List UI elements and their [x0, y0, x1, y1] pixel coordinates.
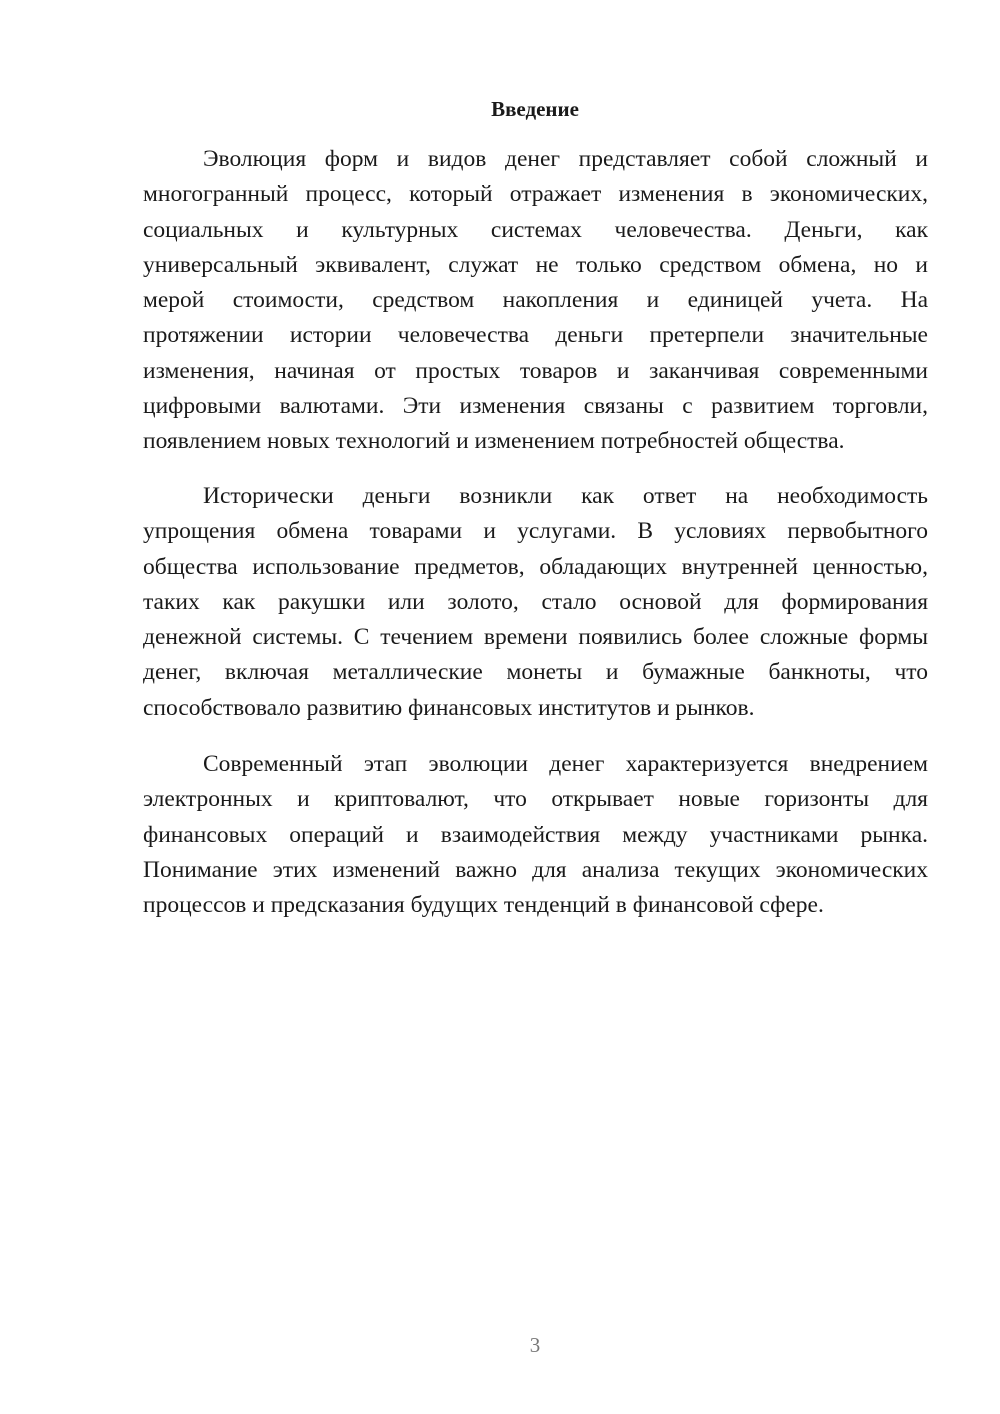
text-line: Современный этап эволюции денег характеризуется внедрением: [203, 751, 928, 777]
text-line: универсальный эквивалент, служат не только средством обмена, но и: [143, 251, 928, 278]
text-line: Понимание этих изменений важно для анализа текущих экономических: [143, 856, 928, 883]
text-line: изменения, начиная от простых товаров и заканчивая современными: [143, 357, 928, 384]
text-line: Исторически деньги возникли как ответ на необходимость: [203, 483, 928, 509]
text-line: способствовало развитию финансовых институтов и рынков.: [143, 694, 755, 721]
text-line: процессов и предсказания будущих тенденций в финансовой сфере.: [143, 892, 824, 919]
paragraph-3: [143, 747, 928, 923]
text-line: денежной системы. С течением времени появились более сложные формы: [143, 624, 928, 651]
page-number: 3: [529, 1333, 541, 1357]
text-line: многогранный процесс, который отражает изменения в экономических,: [143, 181, 928, 208]
text-line: Эволюция форм и видов денег представляет собой сложный и: [203, 146, 928, 172]
text-line: финансовых операций и взаимодействия между участниками рынка.: [143, 821, 928, 848]
paragraph-2: [143, 479, 928, 726]
text-line: мерой стоимости, средством накопления и единицей учета. На: [143, 287, 928, 314]
text-line: таких как ракушки или золото, стало основой для формирования: [143, 588, 928, 615]
text-line: появлением новых технологий и изменением потребностей общества.: [143, 428, 845, 455]
text-line: упрощения обмена товарами и услугами. В условиях первобытного: [143, 518, 928, 545]
text-line: денег, включая металлические монеты и бумажные банкноты, что: [143, 659, 928, 686]
section-title: Введение: [491, 97, 579, 121]
text-line: цифровыми валютами. Эти изменения связаны с развитием торговли,: [143, 393, 928, 420]
text-line: социальных и культурных системах человечества. Деньги, как: [143, 216, 928, 243]
paragraph-1: [143, 142, 928, 460]
text-line: электронных и криптовалют, что открывает новые горизонты для: [143, 786, 928, 813]
text-line: общества использование предметов, обладающих внутренней ценностью,: [143, 553, 928, 580]
text-line: протяжении истории человечества деньги претерпели значительные: [143, 322, 928, 349]
